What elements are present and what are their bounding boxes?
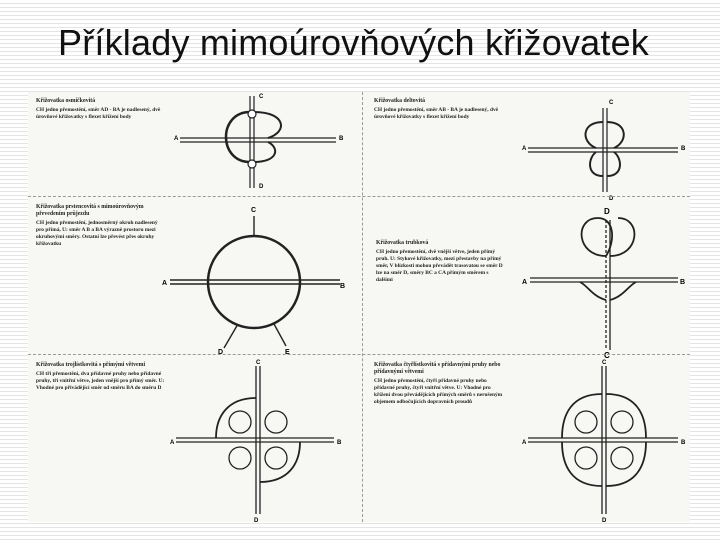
label-a: A — [170, 440, 175, 446]
panel-text: CH jedno přemostění, jednosměrný okruh nadlesený pro přímá, U: směr A B a BA výrazně prostoru mezi okruhovými směry. Ostatní lze převést přes okruhy křižovatku — [36, 220, 158, 247]
label-a: A — [162, 280, 168, 287]
ring-interchange-diagram — [28, 200, 358, 358]
label-d: D — [609, 196, 614, 200]
cloverleaf-direct-diagram — [28, 358, 358, 522]
cloverleaf-diagram — [366, 358, 690, 522]
panel-ring — [28, 200, 358, 358]
panel-heading: Křižovatka trubková — [376, 240, 429, 246]
label-b: B — [681, 440, 686, 446]
panel-heading: Křižovatka prstencovitá s mimoúrovňovým převedením průjezdu — [36, 204, 144, 217]
label-d: D — [254, 518, 259, 522]
panel-cloverleaf — [366, 358, 690, 522]
label-c: C — [251, 207, 257, 214]
divider-column — [362, 92, 363, 522]
label-e: E — [285, 349, 290, 356]
label-c: C — [604, 351, 610, 358]
panel-trumpet — [366, 200, 690, 358]
panel-text: CH jedno přemostění, směr AB - BA je nadlesený, dvě úrovňové křižovatky s flexet křížení body — [374, 107, 499, 120]
divider-row-1 — [28, 196, 690, 197]
label-c: C — [602, 360, 607, 366]
panel-heading: Křižovatka čtyřlístkovitá s přídavnými pruhy nebo přídavnými větvemi — [374, 362, 501, 375]
panel-text: CH jedno přemostění, čtyři přídavné pruhy nebo přídavné pruhy, čtyři vnitřní větve. U: Vhodné pro křížení dvou převádějících přímých směrů s nerušeným objemem odbočujících dopravních proudů — [374, 378, 503, 405]
figure-eight-interchange-diagram — [28, 92, 358, 200]
slide-title: Příklady mimoúrovňových křižovatek — [58, 22, 649, 63]
label-a: A — [522, 279, 528, 286]
label-a: A — [522, 440, 527, 446]
label-a: A — [522, 146, 527, 152]
panel-text: CH jedno přemostění, dvě vnější větve, jeden přímý pruh. U: Stykové křižovatky, mezi přestavby na přímý směr, V blízkosti mohou převádět trasovatou se směr D lze na směr D, směry BC a CA přímým směrem s dalšími — [376, 249, 503, 283]
label-b: B — [681, 146, 686, 152]
label-b: B — [337, 440, 342, 446]
panel-cloverleaf-direct — [28, 358, 358, 522]
panel-delta — [366, 92, 690, 200]
panel-text: CH jedno přemostění, směr AD - BA je nadlesený, dvě úrovňové křižovatky s flexet křížení body — [36, 107, 161, 120]
panel-figure-eight — [28, 92, 358, 200]
panel-text: CH tři přemostění, dva přídavné pruhy nebo přídavné pruhy, tři vnitřní větve, jeden vnější pro přímý směr. U: Vhodné pro přivádějící směr od směru BA do směru D — [36, 371, 165, 391]
label-d: D — [602, 518, 607, 522]
label-a: A — [174, 136, 179, 142]
label-c: C — [259, 94, 264, 100]
label-c: C — [609, 100, 614, 106]
label-d: D — [218, 349, 224, 356]
interchange-diagram-sheet — [28, 92, 690, 522]
panel-heading: Křižovatka deltovitá — [374, 98, 426, 104]
label-c: C — [256, 360, 261, 366]
delta-interchange-diagram — [366, 92, 690, 200]
label-b: B — [339, 136, 344, 142]
divider-row-2 — [28, 354, 690, 355]
panel-heading: Křižovatka osmičkovitá — [36, 98, 96, 104]
label-b: B — [680, 279, 686, 286]
panel-heading: Křižovatka trojlístkovitá s přímými větvemi — [36, 362, 146, 368]
label-d: D — [604, 207, 610, 216]
trumpet-interchange-diagram — [366, 200, 690, 358]
label-d: D — [259, 184, 264, 190]
label-b: B — [340, 283, 346, 290]
